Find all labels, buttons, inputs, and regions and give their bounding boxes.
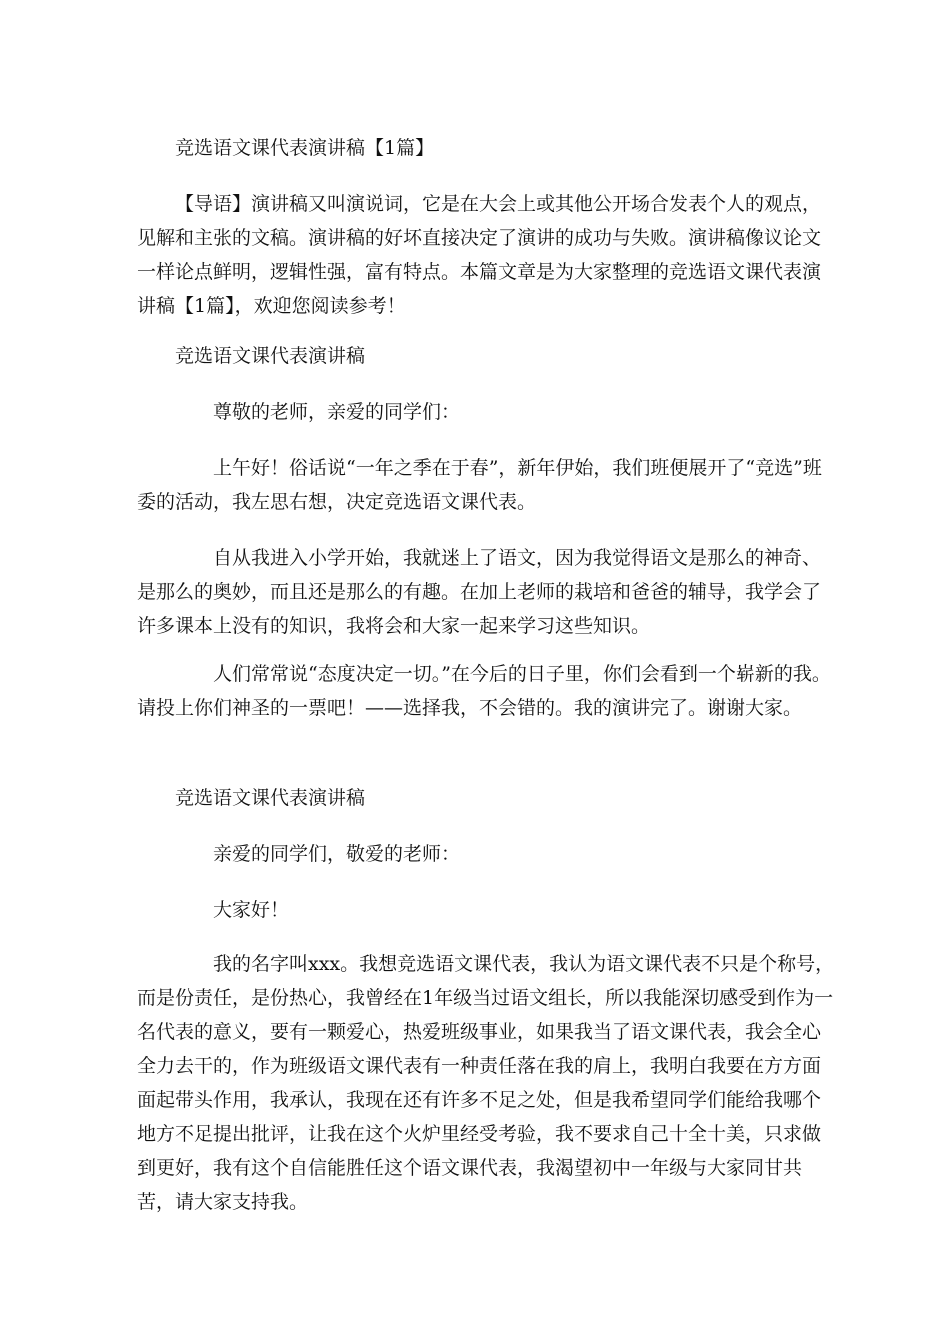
speech2-greeting: 大家好！ — [213, 899, 290, 921]
speech1-paragraph-3: 人们常常说“态度决定一切。”在今后的日子里，你们会看到一个崭新的我。请投上你们神圣的一票吧！——选择我，不会错的。我的演讲完了。谢谢大家。 — [137, 663, 831, 719]
speech1-paragraph-1: 上午好！俗话说“一年之季在于春”，新年伊始，我们班便展开了“竞选”班委的活动，我左思右想，决定竞选语文课代表。 — [137, 457, 822, 513]
speech2-paragraph-1: 我的名字叫xxx。我想竞选语文课代表，我认为语文课代表不只是个称号，而是份责任，是份热心，我曾经在1年级当过语文组长，所以我能深切感受到作为一名代表的意义，要有一颗爱心，热爱班级事业，如果我当了语文课代表，我会全心全力去干的，作为班级语文课代表有一种责任落在我的肩上，我明白我要在方方面面起带头作用，我承认，我现在还有许多不足之处，但是我希望同学们能给我哪个地方不足提出批评，让我在这个火炉里经受考验，我不要求自己十全十美，只求做到更好，我有这个自信能胜任这个语文课代表，我渴望初中一年级与大家同甘共苦，请大家支持我。 — [137, 953, 835, 1213]
speech1-salutation: 尊敬的老师，亲爱的同学们： — [213, 401, 461, 423]
speech2-heading: 竞选语文课代表演讲稿 — [175, 787, 366, 809]
speech1-heading: 竞选语文课代表演讲稿 — [175, 345, 366, 367]
speech1-paragraph-2: 自从我进入小学开始，我就迷上了语文，因为我觉得语文是那么的神奇、是那么的奥妙，而且还是那么的有趣。在加上老师的栽培和爸爸的辅导，我学会了许多课本上没有的知识，我将会和大家一起来学习这些知识。 — [137, 547, 822, 637]
document-title: 竞选语文课代表演讲稿【1篇】 — [175, 137, 435, 159]
speech2-salutation: 亲爱的同学们，敬爱的老师： — [213, 843, 461, 865]
intro-paragraph: 【导语】演讲稿又叫演说词，它是在大会上或其他公开场合发表个人的观点，见解和主张的文稿。演讲稿的好坏直接决定了演讲的成功与失败。演讲稿像议论文一样论点鲜明，逻辑性强，富有特点。本篇文章是为大家整理的竞选语文课代表演讲稿【1篇】，欢迎您阅读参考！ — [137, 193, 822, 317]
